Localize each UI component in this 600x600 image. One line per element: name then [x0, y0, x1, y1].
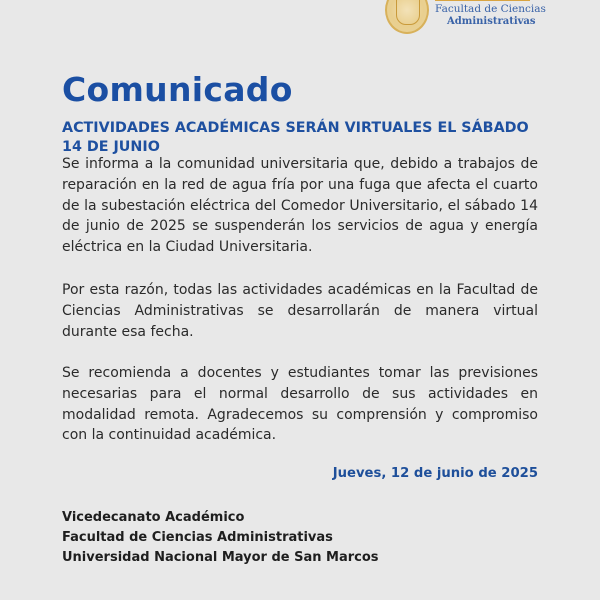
paragraph-recommendation: Se recomienda a docentes y estudiantes tomar las previsiones necesarias para el normal desarrollo de sus actividades en modalidad remota. Agradecemos su comprensión y compromiso con la continuidad académica. [62, 365, 538, 444]
faculty-logo [385, 0, 595, 36]
signature-office: Vicedecanato Académico [62, 510, 245, 525]
paragraph-intro: Se informa a la comunidad universitaria que, debido a trabajos de reparación en la red de agua fría por una fuga que afecta el cuarto de la subestación eléctrica del Comedor Universitario, el sábado 14 de junio de 2025 se suspenderán los servicios de agua y energía eléctrica en la Ciudad Universitaria. [62, 156, 538, 256]
logo-divider [435, 0, 530, 1]
page-title: Comunicado [62, 70, 293, 109]
signature-university: Universidad Nacional Mayor de San Marcos [62, 550, 379, 565]
signature-block [62, 508, 379, 568]
university-seal-icon [385, 0, 429, 34]
logo-faculty-line2: Administrativas [447, 16, 536, 27]
seal-shield-icon [396, 0, 420, 25]
paragraph-virtual-activities: Por esta razón, todas las actividades académicas en la Facultad de Ciencias Administrativas se desarrollarán de manera virtual durante esa fecha. [62, 282, 538, 340]
logo-faculty-line1: Facultad de Ciencias [435, 3, 546, 15]
signature-faculty: Facultad de Ciencias Administrativas [62, 530, 333, 545]
announcement-subtitle: ACTIVIDADES ACADÉMICAS SERÁN VIRTUALES EL SÁBADO 14 DE JUNIO [62, 120, 529, 155]
announcement-date: Jueves, 12 de junio de 2025 [332, 466, 538, 481]
